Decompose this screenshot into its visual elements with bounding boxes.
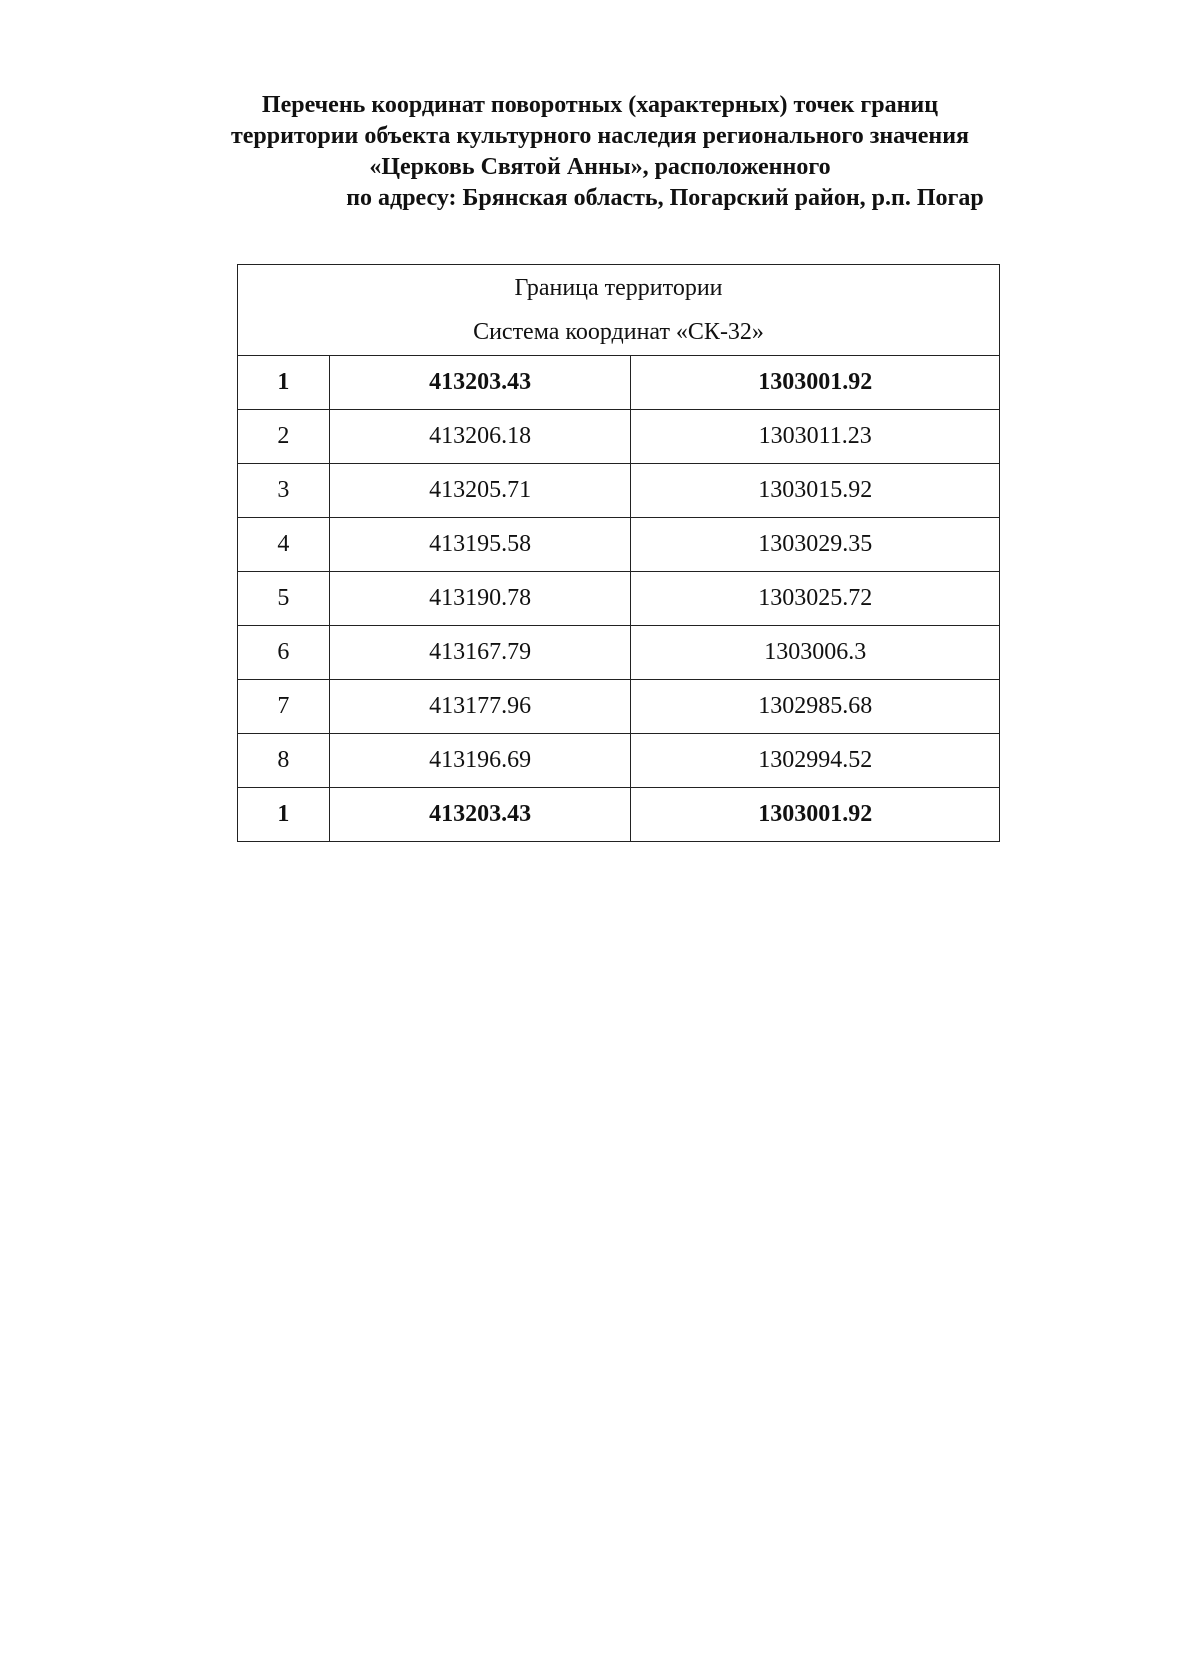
x-coordinate-cell: 413206.18 <box>329 410 631 464</box>
point-number-cell: 5 <box>238 572 330 626</box>
table-row <box>238 464 1000 518</box>
table-row <box>238 518 1000 572</box>
table-row <box>238 788 1000 842</box>
y-coordinate-cell: 1303025.72 <box>631 572 1000 626</box>
y-coordinate-cell: 1303011.23 <box>631 410 1000 464</box>
header-territory-boundary: Граница территории <box>514 275 723 301</box>
y-coordinate-cell: 1303015.92 <box>631 464 1000 518</box>
point-number-cell: 2 <box>238 410 330 464</box>
title-line-3: «Церковь Святой Анны», расположенного <box>369 154 831 180</box>
x-coordinate-cell: 413205.71 <box>329 464 631 518</box>
header-coordinate-system: Система координат «СК-32» <box>473 319 764 345</box>
coordinates-table <box>237 264 1000 842</box>
table-row <box>238 572 1000 626</box>
table-row <box>238 680 1000 734</box>
document-title <box>0 90 1200 214</box>
x-coordinate-cell: 413167.79 <box>329 626 631 680</box>
x-coordinate-cell: 413190.78 <box>329 572 631 626</box>
x-coordinate-cell: 413195.58 <box>329 518 631 572</box>
y-coordinate-cell: 1303001.92 <box>631 788 1000 842</box>
title-line-4: по адресу: Брянская область, Погарский район, р.п. Погар <box>346 185 984 211</box>
table-header-row <box>238 265 1000 356</box>
point-number-cell: 3 <box>238 464 330 518</box>
y-coordinate-cell: 1302994.52 <box>631 734 1000 788</box>
table-row <box>238 626 1000 680</box>
y-coordinate-cell: 1303001.92 <box>631 356 1000 410</box>
point-number-cell: 6 <box>238 626 330 680</box>
y-coordinate-cell: 1303029.35 <box>631 518 1000 572</box>
x-coordinate-cell: 413177.96 <box>329 680 631 734</box>
table-row <box>238 356 1000 410</box>
x-coordinate-cell: 413203.43 <box>329 788 631 842</box>
x-coordinate-cell: 413203.43 <box>329 356 631 410</box>
table-header-cell <box>238 265 1000 356</box>
x-coordinate-cell: 413196.69 <box>329 734 631 788</box>
point-number-cell: 4 <box>238 518 330 572</box>
table-row <box>238 734 1000 788</box>
title-line-2: территории объекта культурного наследия регионального значения <box>230 123 970 149</box>
table-row <box>238 410 1000 464</box>
point-number-cell: 1 <box>238 356 330 410</box>
point-number-cell: 7 <box>238 680 330 734</box>
point-number-cell: 1 <box>238 788 330 842</box>
y-coordinate-cell: 1302985.68 <box>631 680 1000 734</box>
point-number-cell: 8 <box>238 734 330 788</box>
y-coordinate-cell: 1303006.3 <box>631 626 1000 680</box>
title-line-1: Перечень координат поворотных (характерных) точек границ <box>261 92 939 118</box>
